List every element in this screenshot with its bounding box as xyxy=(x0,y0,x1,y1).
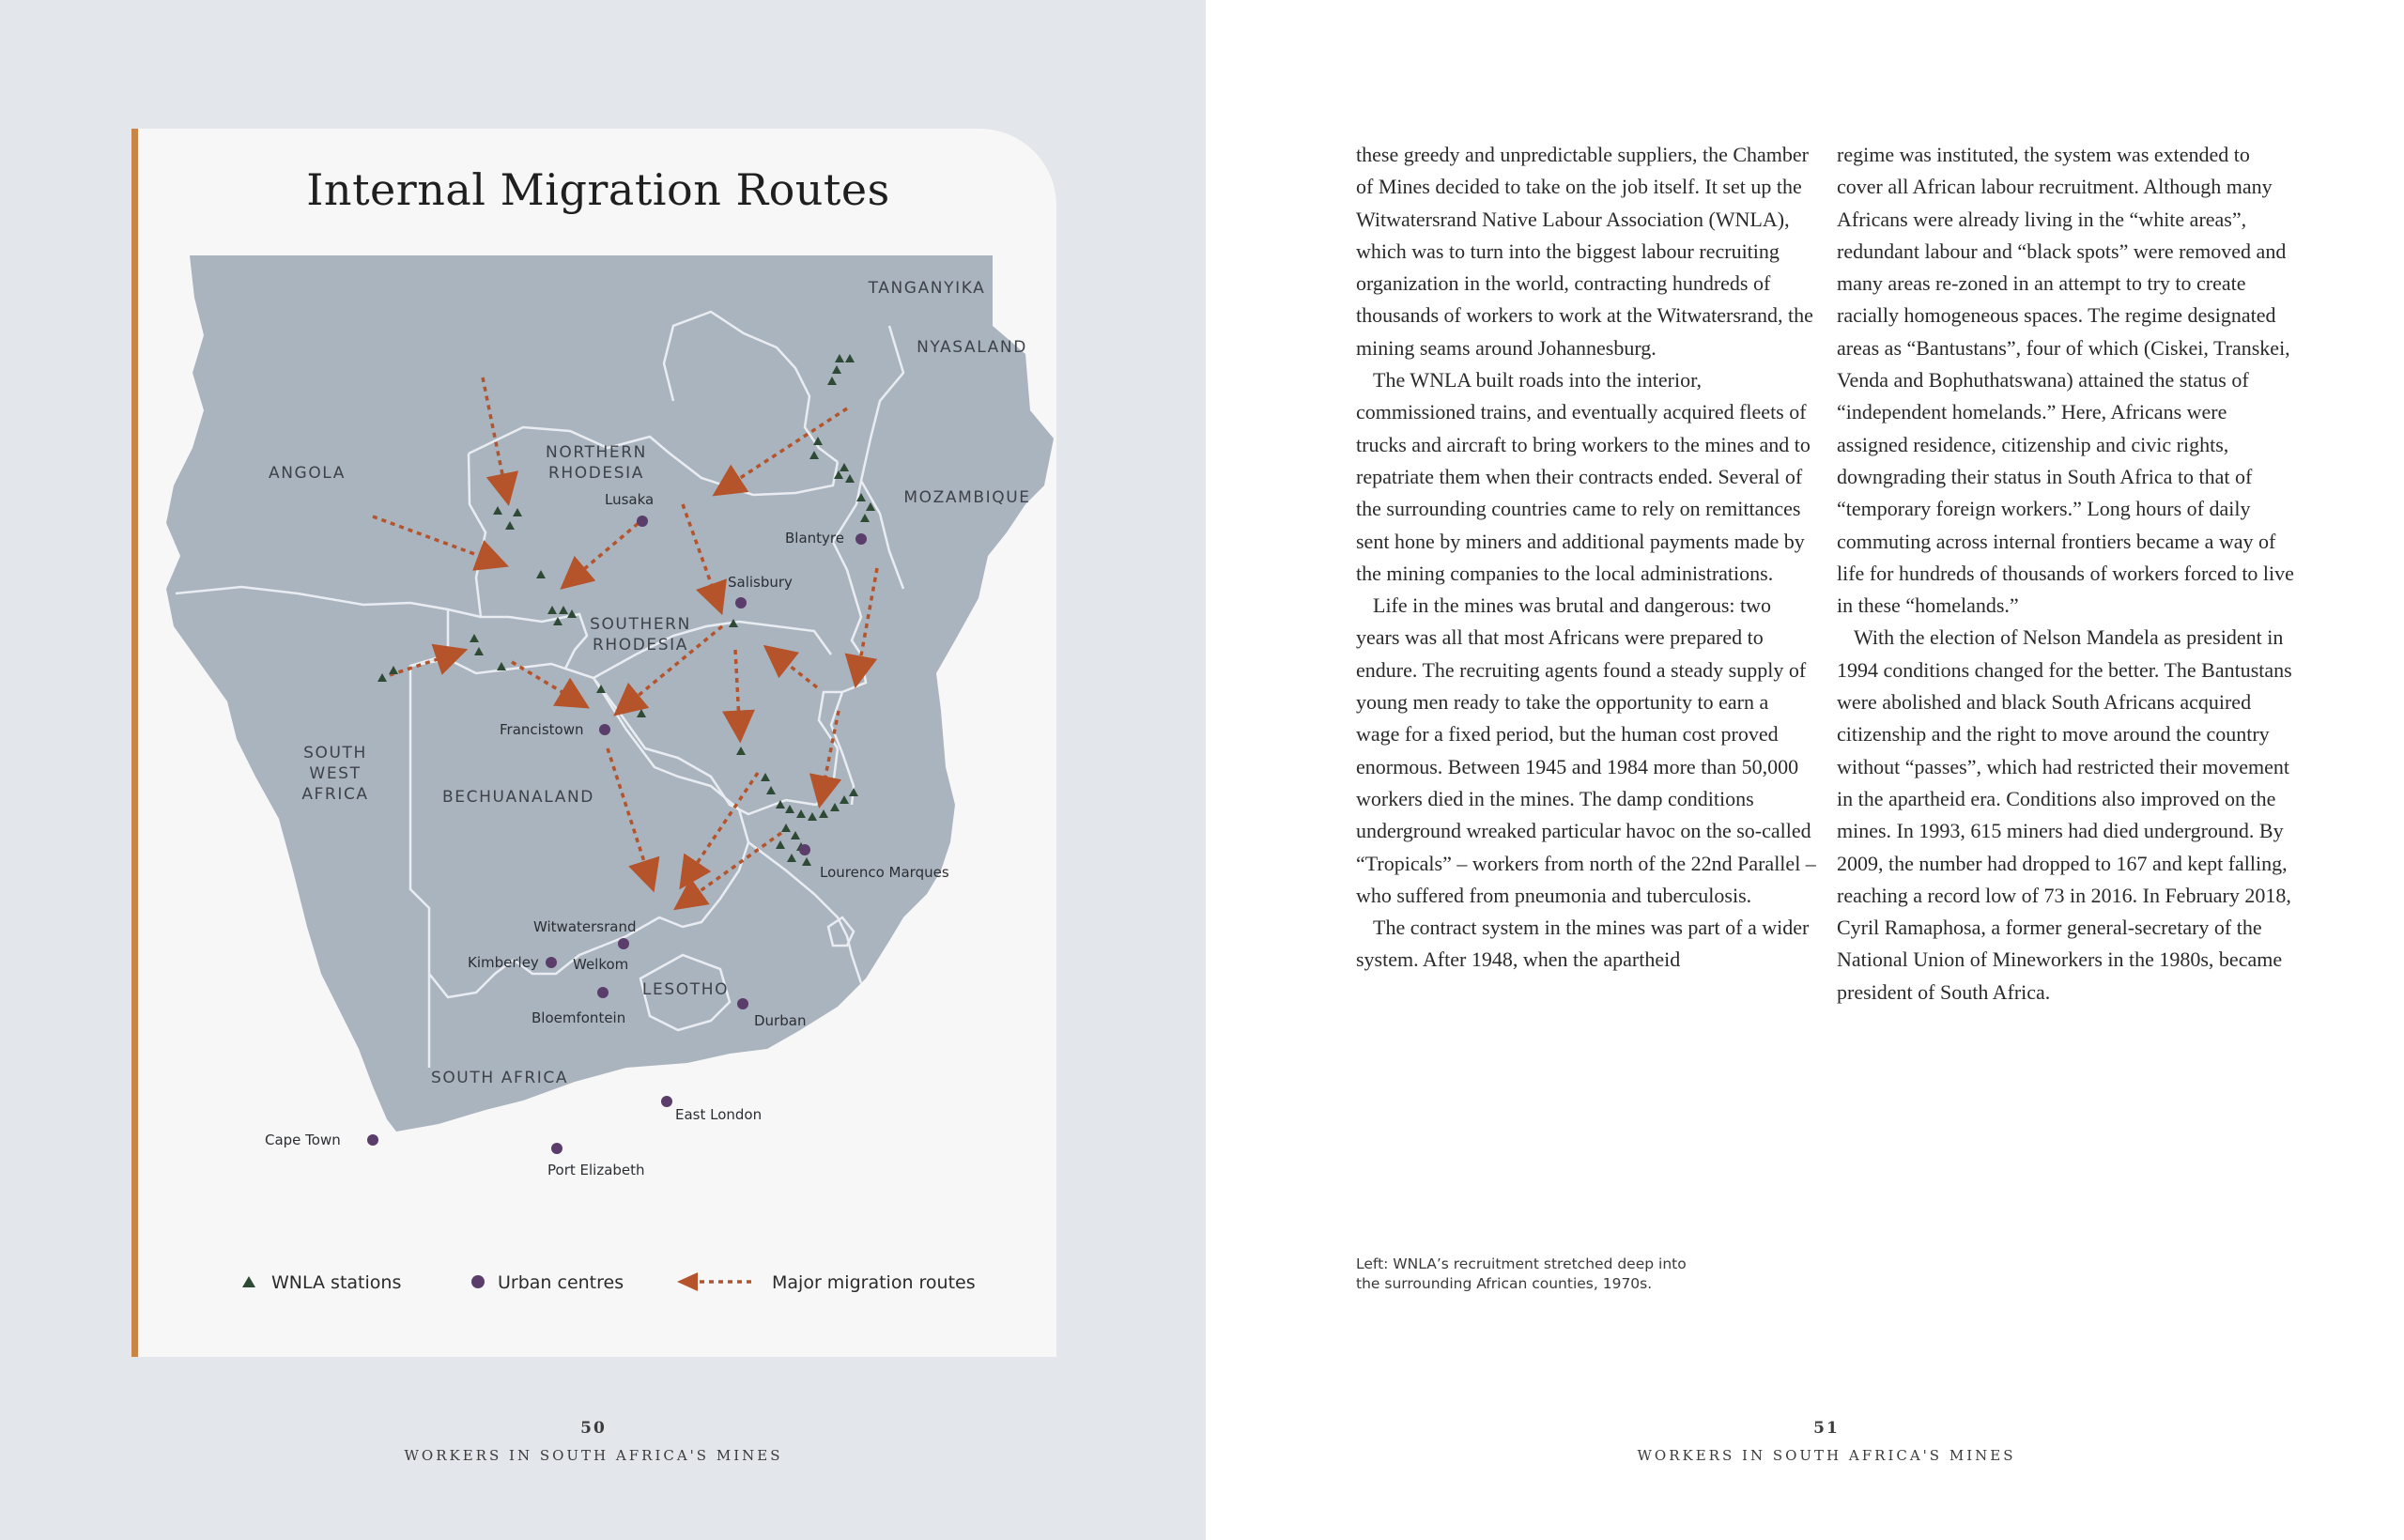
city-label: Kimberley xyxy=(468,954,539,971)
city-label: Bloemfontein xyxy=(532,1009,626,1026)
city-dot-port-elizabeth xyxy=(551,1143,562,1154)
right-folio xyxy=(1356,1419,2297,1464)
region-label: MOZAMBIQUE xyxy=(903,488,1031,507)
region-label: SOUTH AFRICA xyxy=(430,1069,569,1087)
city-dot-durban xyxy=(737,998,748,1009)
city-dot-lourenco-marques xyxy=(799,844,810,855)
city-label: Lusaka xyxy=(605,491,655,508)
city-dot-francistown xyxy=(599,724,610,735)
running-head: WORKERS IN SOUTH AFRICA'S MINES xyxy=(1637,1447,2016,1464)
city-label: Durban xyxy=(754,1012,807,1029)
running-head: WORKERS IN SOUTH AFRICA'S MINES xyxy=(404,1447,783,1464)
region-label: SOUTH xyxy=(303,744,367,762)
city-dot-east-london xyxy=(661,1096,672,1107)
city-label: Cape Town xyxy=(265,1132,341,1148)
city-dot-blantyre xyxy=(855,533,867,545)
text-column-2 xyxy=(1837,139,2297,1009)
city-label: Francistown xyxy=(500,721,584,738)
city-dot-witwatersrand xyxy=(618,938,629,949)
region-label: RHODESIA xyxy=(547,464,645,483)
page-number: 50 xyxy=(580,1419,607,1438)
urban-legend-icon xyxy=(471,1275,485,1288)
wnla-legend-icon xyxy=(242,1276,255,1287)
paragraph: The contract system in the mines was part of a wider system. After 1948, when the apartheid xyxy=(1356,916,1810,972)
city-dot-lusaka xyxy=(637,516,648,527)
legend-urban-label: Urban centres xyxy=(498,1272,624,1293)
caption-line: Left: WNLA’s recruitment stretched deep into xyxy=(1356,1255,1687,1272)
city-label: Blantyre xyxy=(785,530,844,547)
city-label: Welkom xyxy=(573,956,629,973)
map-title: Internal Migration Routes xyxy=(306,164,890,215)
city-label: Salisbury xyxy=(728,574,793,591)
route-legend-arrowhead-icon xyxy=(677,1272,698,1291)
legend-wnla-label: WNLA stations xyxy=(271,1272,402,1293)
map-card xyxy=(131,129,1056,1357)
paragraph: Life in the mines was brutal and dangerous: two years was all that most Africans were prepared to endure. The recruiting agents found a steady supply of young men ready to take the opportunity to earn a wage for a fixed period, but the human cost proved enormous. Between 1945 and 1984 more than 50,000 workers died in the mines. The damp conditions underground wreaked particular havoc on the so-called “Tropicals” – workers from north of the 22nd Parallel – who suffered from pneumonia and tuberculosis. xyxy=(1356,593,1816,907)
migration-map xyxy=(138,129,1056,1357)
text-column-1 xyxy=(1356,139,1816,977)
figure-caption xyxy=(1356,1255,1732,1294)
region-label: WEST xyxy=(309,764,362,783)
city-label: Port Elizabeth xyxy=(547,1162,645,1178)
city-dot-salisbury xyxy=(735,597,747,608)
map-legend xyxy=(242,1272,976,1293)
city-dot-bloemfontein xyxy=(597,987,609,998)
landmass xyxy=(166,255,1054,1132)
paragraph: regime was instituted, the system was extended to cover all African labour recruitment. Although many Africans were already living in the “white areas”, redundant labour and “black spots” were removed and many areas re-zoned in an attempt to try to create racially homogeneous spaces. The regime designated areas as “Bantustans”, four of which (Ciskei, Transkei, Venda and Bophuthatswana) attained the status of “independent homelands.” Here, Africans were assigned residence, citizenship and civic rights, downgrading their status in South Africa to that of “temporary foreign workers.” Long hours of daily commuting across internal frontiers became a way of life for hundreds of thousands of workers forced to live in these “homelands.” xyxy=(1837,143,2294,618)
city-label: Lourenco Marques xyxy=(820,864,949,881)
region-label: LESOTHO xyxy=(641,980,730,999)
paragraph: With the election of Nelson Mandela as president in 1994 conditions changed for the better. The Bantustans were abolished and black South Africans acquired citizenship and the right to move around the country without “passes”, which had restricted their movement in the apartheid era. Conditions also improved on the mines. In 1993, 615 miners had died underground. By 2009, the number had dropped to 167 and kept falling, reaching a record low of 73 in 2016. In February 2018, Cyril Ramaphosa, a former general-secretary of the National Union of Mineworkers in the 1980s, became president of South Africa. xyxy=(1837,625,2292,1004)
city-dot-kimberley xyxy=(546,957,557,968)
paragraph: The WNLA built roads into the interior, commissioned trains, and eventually acquired fleets of trucks and aircraft to bring workers to the mines and to repatriate them when their contracts ended. Several of the surrounding countries came to rely on remittances sent hone by miners and additional payments made by the mining companies to the local administrations. xyxy=(1356,368,1811,585)
region-label: AFRICA xyxy=(301,785,369,804)
city-dot-cape-town xyxy=(367,1134,378,1146)
legend-routes-label: Major migration routes xyxy=(772,1272,976,1293)
region-label: ANGOLA xyxy=(269,464,346,483)
left-folio xyxy=(133,1419,1054,1464)
city-label: Witwatersrand xyxy=(533,918,637,935)
region-label: NYASALAND xyxy=(917,338,1027,357)
caption-line: the surrounding African counties, 1970s. xyxy=(1356,1275,1653,1292)
region-label: NORTHERN xyxy=(546,443,647,462)
city-label: East London xyxy=(675,1106,763,1123)
page-number: 51 xyxy=(1813,1419,1840,1438)
region-label: BECHUANALAND xyxy=(442,788,594,807)
region-label: TANGANYIKA xyxy=(868,279,986,298)
region-label: RHODESIA xyxy=(592,636,689,654)
paragraph: these greedy and unpredictable suppliers, the Chamber of Mines decided to take on the job itself. It set up the Witwatersrand Native Labour Association (WNLA), which was to turn into the biggest labour recruiting organization in the world, contracting hundreds of thousands of workers to work at the Witwatersrand, the mining seams around Johannesburg. xyxy=(1356,143,1813,360)
region-label: SOUTHERN xyxy=(590,615,691,634)
